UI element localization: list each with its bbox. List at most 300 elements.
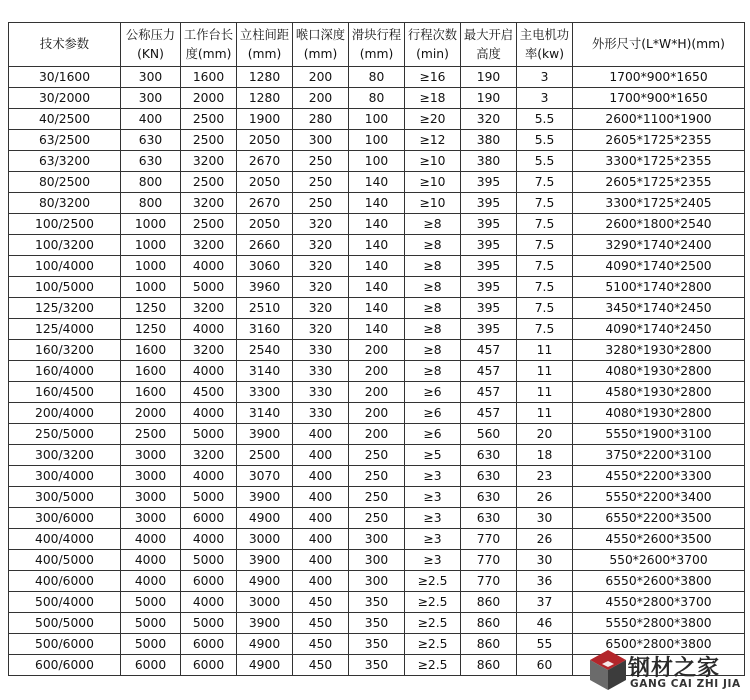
table-cell: 60: [517, 655, 573, 676]
table-cell: 250: [293, 151, 349, 172]
table-cell: 63/3200: [9, 151, 121, 172]
table-row: [9, 340, 745, 361]
table-cell: 2670: [237, 151, 293, 172]
table-cell: 3200: [181, 151, 237, 172]
table-cell: ≥3: [405, 487, 461, 508]
column-header: 喉口深度 (mm): [293, 23, 349, 67]
brand-name-en: GANG CAI ZHI JIA: [630, 678, 741, 690]
table-cell: 140: [349, 298, 405, 319]
table-cell: 5000: [121, 592, 181, 613]
table-cell: 1700*900*1650: [573, 88, 745, 109]
table-cell: 320: [293, 277, 349, 298]
table-cell: 500/6000: [9, 634, 121, 655]
table-cell: 7.5: [517, 277, 573, 298]
table-cell: 330: [293, 403, 349, 424]
table-row: [9, 151, 745, 172]
brand-watermark: [588, 646, 748, 700]
table-cell: 5.5: [517, 109, 573, 130]
table-cell: ≥8: [405, 235, 461, 256]
column-header: 公称压力 (KN): [121, 23, 181, 67]
table-cell: 200: [349, 361, 405, 382]
table-cell: 350: [349, 634, 405, 655]
table-cell: 300: [349, 550, 405, 571]
table-cell: 395: [461, 214, 517, 235]
table-cell: 190: [461, 88, 517, 109]
table-cell: 11: [517, 403, 573, 424]
column-header: 立柱间距 (mm): [237, 23, 293, 67]
table-cell: 400: [293, 424, 349, 445]
table-cell: 3200: [181, 340, 237, 361]
table-cell: 3140: [237, 361, 293, 382]
table-cell: 7.5: [517, 298, 573, 319]
table-cell: 250: [349, 487, 405, 508]
table-cell: 5550*2800*3800: [573, 613, 745, 634]
table-cell: 450: [293, 634, 349, 655]
table-cell: 630: [461, 508, 517, 529]
table-cell: 6550*2200*3500: [573, 508, 745, 529]
table-cell: 2050: [237, 172, 293, 193]
table-cell: ≥8: [405, 277, 461, 298]
table-row: [9, 403, 745, 424]
table-cell: ≥2.5: [405, 634, 461, 655]
table-cell: 2600*1800*2540: [573, 214, 745, 235]
table-cell: 500/5000: [9, 613, 121, 634]
table-cell: 300: [349, 529, 405, 550]
table-cell: 630: [461, 487, 517, 508]
table-cell: 2500: [181, 214, 237, 235]
table-cell: 1250: [121, 298, 181, 319]
table-cell: 26: [517, 529, 573, 550]
table-cell: 400: [293, 550, 349, 571]
table-body: [9, 67, 745, 676]
table-cell: 26: [517, 487, 573, 508]
table-cell: 4550*2600*3500: [573, 529, 745, 550]
table-cell: 5000: [181, 424, 237, 445]
table-cell: 4000: [181, 361, 237, 382]
table-cell: 3290*1740*2400: [573, 235, 745, 256]
table-cell: 1600: [181, 67, 237, 88]
column-header: 技术参数: [9, 23, 121, 67]
table-cell: 4000: [121, 571, 181, 592]
table-cell: 300: [121, 88, 181, 109]
cube-logo-icon: [588, 648, 628, 692]
table-row: [9, 319, 745, 340]
table-cell: ≥18: [405, 88, 461, 109]
table-cell: 3: [517, 88, 573, 109]
table-cell: ≥10: [405, 193, 461, 214]
table-cell: 100: [349, 151, 405, 172]
table-cell: 320: [293, 235, 349, 256]
table-cell: 3200: [181, 193, 237, 214]
table-row: [9, 613, 745, 634]
table-cell: 350: [349, 613, 405, 634]
table-cell: 160/4500: [9, 382, 121, 403]
table-cell: 3000: [121, 445, 181, 466]
table-cell: 1280: [237, 88, 293, 109]
table-cell: 3000: [237, 592, 293, 613]
table-row: [9, 424, 745, 445]
table-cell: ≥3: [405, 508, 461, 529]
table-cell: 560: [461, 424, 517, 445]
table-cell: 2050: [237, 130, 293, 151]
table-cell: 100/4000: [9, 256, 121, 277]
table-cell: 140: [349, 277, 405, 298]
table-cell: 770: [461, 529, 517, 550]
table-cell: 770: [461, 550, 517, 571]
table-cell: 4080*1930*2800: [573, 403, 745, 424]
table-cell: 400: [293, 487, 349, 508]
table-cell: 630: [121, 130, 181, 151]
table-cell: ≥3: [405, 466, 461, 487]
table-row: [9, 592, 745, 613]
table-cell: 5.5: [517, 130, 573, 151]
table-row: [9, 298, 745, 319]
table-cell: 450: [293, 613, 349, 634]
table-cell: 5000: [181, 550, 237, 571]
table-cell: ≥6: [405, 403, 461, 424]
table-cell: 80/2500: [9, 172, 121, 193]
table-cell: ≥5: [405, 445, 461, 466]
table-cell: 140: [349, 319, 405, 340]
table-cell: 20: [517, 424, 573, 445]
table-cell: 140: [349, 172, 405, 193]
table-cell: 140: [349, 256, 405, 277]
table-cell: 100/3200: [9, 235, 121, 256]
table-cell: 400: [293, 466, 349, 487]
table-cell: 770: [461, 571, 517, 592]
table-cell: 300/4000: [9, 466, 121, 487]
table-cell: 18: [517, 445, 573, 466]
table-row: [9, 214, 745, 235]
table-cell: 250/5000: [9, 424, 121, 445]
table-cell: 5000: [121, 613, 181, 634]
table-cell: 3900: [237, 424, 293, 445]
table-cell: ≥2.5: [405, 613, 461, 634]
table-cell: 2670: [237, 193, 293, 214]
table-cell: 4090*1740*2450: [573, 319, 745, 340]
table-cell: ≥8: [405, 298, 461, 319]
table-cell: 30: [517, 508, 573, 529]
table-cell: 1000: [121, 277, 181, 298]
table-cell: 30/2000: [9, 88, 121, 109]
table-cell: 330: [293, 340, 349, 361]
table-cell: 2540: [237, 340, 293, 361]
table-cell: 11: [517, 361, 573, 382]
table-cell: 457: [461, 403, 517, 424]
table-cell: 125/3200: [9, 298, 121, 319]
table-cell: 320: [293, 319, 349, 340]
table-cell: 300: [121, 67, 181, 88]
table-cell: 80/3200: [9, 193, 121, 214]
table-cell: 2605*1725*2355: [573, 130, 745, 151]
table-cell: 457: [461, 361, 517, 382]
table-cell: 5000: [181, 613, 237, 634]
table-row: [9, 361, 745, 382]
table-cell: 3300*1725*2355: [573, 151, 745, 172]
table-cell: 3200: [181, 235, 237, 256]
table-row: [9, 256, 745, 277]
table-cell: 36: [517, 571, 573, 592]
table-cell: ≥3: [405, 529, 461, 550]
table-cell: 2500: [181, 130, 237, 151]
table-cell: 2050: [237, 214, 293, 235]
table-cell: 1000: [121, 235, 181, 256]
table-cell: 2600*1100*1900: [573, 109, 745, 130]
table-cell: ≥2.5: [405, 592, 461, 613]
table-cell: 63/2500: [9, 130, 121, 151]
table-cell: 800: [121, 172, 181, 193]
table-cell: 250: [293, 172, 349, 193]
table-cell: 5550*2200*3400: [573, 487, 745, 508]
table-header: [9, 23, 745, 67]
table-cell: 2000: [181, 88, 237, 109]
table-cell: 3300: [237, 382, 293, 403]
table-cell: 395: [461, 319, 517, 340]
table-cell: 860: [461, 634, 517, 655]
table-cell: 4550*2800*3700: [573, 592, 745, 613]
table-cell: 300: [349, 571, 405, 592]
table-cell: 395: [461, 193, 517, 214]
table-cell: 395: [461, 235, 517, 256]
table-cell: 330: [293, 382, 349, 403]
table-cell: 250: [349, 445, 405, 466]
table-row: [9, 382, 745, 403]
table-cell: 3000: [121, 487, 181, 508]
table-cell: 1600: [121, 382, 181, 403]
table-cell: 4900: [237, 571, 293, 592]
table-cell: 3000: [121, 466, 181, 487]
table-cell: ≥10: [405, 172, 461, 193]
table-cell: 5100*1740*2800: [573, 277, 745, 298]
table-cell: 100/2500: [9, 214, 121, 235]
table-row: [9, 277, 745, 298]
table-cell: 30/1600: [9, 67, 121, 88]
table-cell: 80: [349, 67, 405, 88]
table-cell: 2500: [121, 424, 181, 445]
table-cell: 450: [293, 592, 349, 613]
table-cell: 4580*1930*2800: [573, 382, 745, 403]
table-cell: 6000: [181, 655, 237, 676]
table-cell: 1600: [121, 361, 181, 382]
column-header: 最大开启高度: [461, 23, 517, 67]
table-cell: 3900: [237, 550, 293, 571]
table-cell: 7.5: [517, 172, 573, 193]
table-cell: 46: [517, 613, 573, 634]
table-cell: 3000: [121, 508, 181, 529]
table-cell: 6000: [181, 508, 237, 529]
spec-table: [8, 22, 745, 676]
column-header: 滑块行程 (mm): [349, 23, 405, 67]
table-cell: 4900: [237, 634, 293, 655]
table-cell: 4900: [237, 508, 293, 529]
table-row: [9, 67, 745, 88]
table-cell: 4000: [181, 529, 237, 550]
table-cell: ≥16: [405, 67, 461, 88]
table-cell: 6500*2800*3800: [573, 634, 745, 655]
table-cell: 140: [349, 193, 405, 214]
table-row: [9, 466, 745, 487]
table-cell: ≥12: [405, 130, 461, 151]
table-cell: 2510: [237, 298, 293, 319]
table-cell: 200: [349, 424, 405, 445]
table-cell: 2500: [237, 445, 293, 466]
column-header: 工作台长度(mm): [181, 23, 237, 67]
table-cell: 330: [293, 361, 349, 382]
table-cell: 160/3200: [9, 340, 121, 361]
table-cell: 860: [461, 655, 517, 676]
table-cell: 200: [349, 382, 405, 403]
table-cell: 200/4000: [9, 403, 121, 424]
table-cell: ≥6: [405, 382, 461, 403]
table-cell: 395: [461, 172, 517, 193]
table-cell: 3300*1725*2405: [573, 193, 745, 214]
table-cell: 400: [293, 508, 349, 529]
table-cell: ≥8: [405, 256, 461, 277]
table-cell: 5.5: [517, 151, 573, 172]
table-cell: 100/5000: [9, 277, 121, 298]
table-cell: 400/6000: [9, 571, 121, 592]
table-cell: 5000: [121, 634, 181, 655]
table-cell: 3200: [181, 298, 237, 319]
table-cell: 3: [517, 67, 573, 88]
table-cell: 550*2600*3700: [573, 550, 745, 571]
table-cell: 200: [293, 67, 349, 88]
table-cell: 395: [461, 256, 517, 277]
table-cell: 190: [461, 67, 517, 88]
table-cell: 1250: [121, 319, 181, 340]
table-cell: 140: [349, 214, 405, 235]
table-cell: 380: [461, 130, 517, 151]
table-cell: 600/6000: [9, 655, 121, 676]
table-cell: 80: [349, 88, 405, 109]
table-cell: 320: [293, 256, 349, 277]
table-cell: 30: [517, 550, 573, 571]
table-cell: 3160: [237, 319, 293, 340]
table-cell: 2000: [121, 403, 181, 424]
table-row: [9, 88, 745, 109]
table-cell: 55: [517, 634, 573, 655]
table-cell: 40/2500: [9, 109, 121, 130]
table-cell: 1700*900*1650: [573, 67, 745, 88]
table-cell: 7.5: [517, 319, 573, 340]
table-cell: 250: [349, 466, 405, 487]
table-cell: 500/4000: [9, 592, 121, 613]
table-cell: 457: [461, 340, 517, 361]
table-cell: ≥20: [405, 109, 461, 130]
table-cell: 1600: [121, 340, 181, 361]
table-cell: 5000: [181, 487, 237, 508]
table-cell: 400: [293, 529, 349, 550]
table-cell: 4900: [237, 655, 293, 676]
table-cell: 300: [293, 130, 349, 151]
table-cell: 400: [293, 571, 349, 592]
table-cell: 4090*1740*2500: [573, 256, 745, 277]
table-row: [9, 235, 745, 256]
table-cell: 4550*2200*3300: [573, 466, 745, 487]
table-cell: 3960: [237, 277, 293, 298]
table-cell: ≥10: [405, 151, 461, 172]
table-cell: 860: [461, 613, 517, 634]
table-cell: 320: [461, 109, 517, 130]
header-row: [9, 23, 745, 67]
table-cell: 3060: [237, 256, 293, 277]
table-cell: ≥8: [405, 361, 461, 382]
table-cell: 860: [461, 592, 517, 613]
table-row: [9, 550, 745, 571]
table-cell: 630: [461, 466, 517, 487]
table-cell: ≥8: [405, 214, 461, 235]
table-cell: 320: [293, 298, 349, 319]
table-cell: 1900: [237, 109, 293, 130]
column-header: 主电机功率(kw): [517, 23, 573, 67]
table-cell: 4080*1930*2800: [573, 361, 745, 382]
table-row: [9, 130, 745, 151]
table-row: [9, 172, 745, 193]
table-cell: 3900: [237, 613, 293, 634]
table-row: [9, 508, 745, 529]
table-cell: 400/4000: [9, 529, 121, 550]
table-cell: 457: [461, 382, 517, 403]
table-cell: 3140: [237, 403, 293, 424]
table-cell: 6000: [181, 634, 237, 655]
table-cell: ≥3: [405, 550, 461, 571]
table-cell: 300/5000: [9, 487, 121, 508]
table-cell: ≥8: [405, 340, 461, 361]
table-cell: 3450*1740*2450: [573, 298, 745, 319]
table-cell: 320: [293, 214, 349, 235]
table-cell: 300/3200: [9, 445, 121, 466]
table-cell: 1000: [121, 214, 181, 235]
table-row: [9, 571, 745, 592]
table-cell: 4000: [181, 319, 237, 340]
column-header: 行程次数 (min): [405, 23, 461, 67]
table-cell: 23: [517, 466, 573, 487]
table-cell: 1000: [121, 256, 181, 277]
table-cell: 400/5000: [9, 550, 121, 571]
table-cell: 350: [349, 592, 405, 613]
table-cell: 800: [121, 193, 181, 214]
table-cell: 7.5: [517, 256, 573, 277]
table-cell: 100: [349, 130, 405, 151]
table-cell: 3070: [237, 466, 293, 487]
table-cell: 280: [293, 109, 349, 130]
table-cell: 200: [349, 403, 405, 424]
table-cell: 4000: [181, 403, 237, 424]
table-cell: 2660: [237, 235, 293, 256]
table-cell: 11: [517, 340, 573, 361]
table-cell: ≥2.5: [405, 655, 461, 676]
table-row: [9, 487, 745, 508]
table-cell: 100: [349, 109, 405, 130]
table-cell: 395: [461, 298, 517, 319]
table-row: [9, 109, 745, 130]
table-cell: 450: [293, 655, 349, 676]
table-cell: 5000: [181, 277, 237, 298]
table-cell: 350: [349, 655, 405, 676]
table-cell: 3900: [237, 487, 293, 508]
table-cell: 250: [293, 193, 349, 214]
table-cell: 380: [461, 151, 517, 172]
table-cell: 6000: [181, 571, 237, 592]
table-cell: 3750*2200*3100: [573, 445, 745, 466]
table-cell: 400: [293, 445, 349, 466]
table-cell: 250: [349, 508, 405, 529]
table-cell: 4000: [181, 466, 237, 487]
table-cell: 4000: [121, 550, 181, 571]
table-row: [9, 445, 745, 466]
table-cell: 7.5: [517, 214, 573, 235]
table-cell: 3000: [237, 529, 293, 550]
